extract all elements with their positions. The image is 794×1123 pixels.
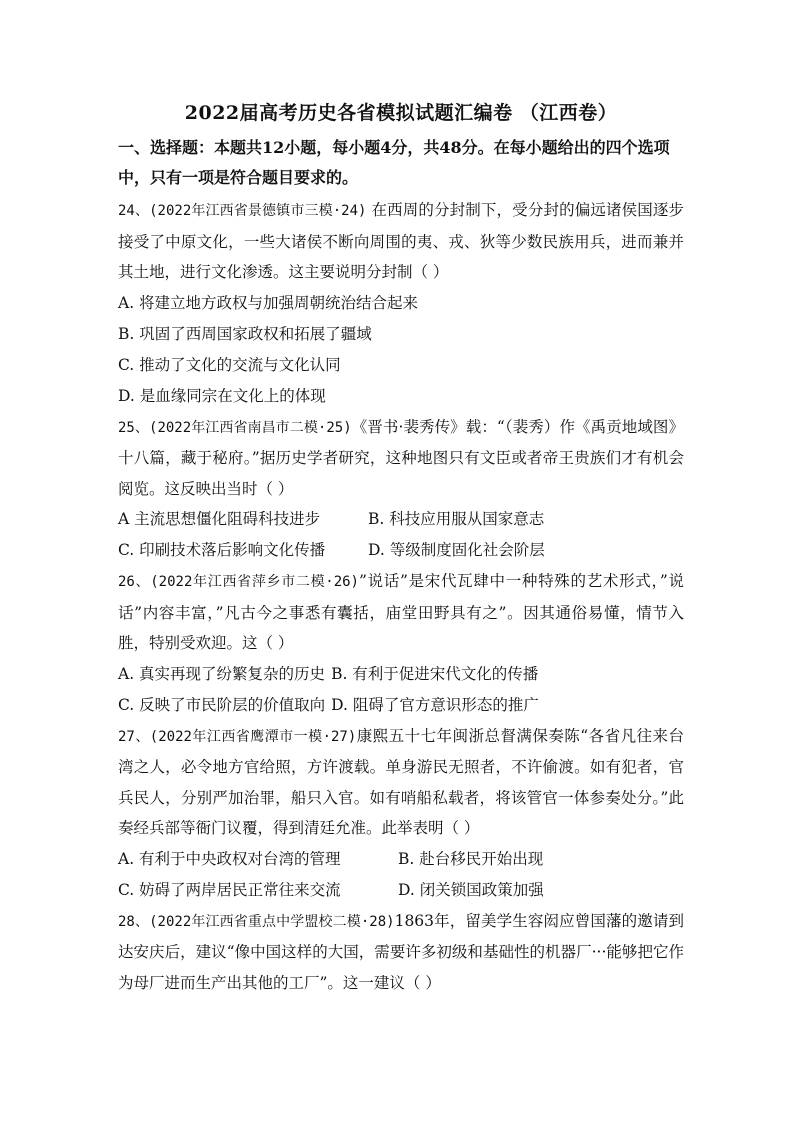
document-page: [118, 98, 684, 998]
question-26-option-b: B. 有利于促进宋代文化的传播: [331, 664, 539, 683]
question-25-option-d: D. 等级制度固化社会阶层: [368, 541, 545, 559]
question-27-option-b: B. 赴台移民开始出现: [398, 849, 544, 868]
question-25-options-row-1: [118, 504, 684, 535]
question-28-stem: 28、(2022年江西省重点中学盟校二模·28)1863年，留美学生容闳应曾国藩的邀请到达安庆后，建议“像中国这样的大国，需要许多初级和基础性的机器厂···能够把它作为母厂进而生产出其他的工厂”。这一建议（ ）: [118, 911, 685, 992]
question-27-option-c: C. 妨碍了两岸居民正常往来交流: [118, 880, 341, 899]
question-24-option-b: B. 巩固了西周国家政权和拓展了疆域: [118, 324, 372, 343]
question-24-option-c: C. 推动了文化的交流与文化认同: [118, 355, 341, 374]
question-25-stem: 25、(2022年江西省南昌市二模·25)《晋书·裴秀传》载：“（裴秀）作《禹贡地域图》十八篇，藏于秘府。”据历史学者研究，这种地图只有文臣或者帝王贵族们才有机会阅览。这反映出当时（ ）: [118, 417, 684, 498]
question-27-options-row-1: [118, 844, 684, 875]
question-source: 25、(2022年江西省南昌市二模·25): [118, 419, 352, 436]
question-25-option-b: B. 科技应用服从国家意志: [368, 510, 545, 528]
question-source: 26、(2022年江西省萍乡市二模·26): [118, 574, 359, 590]
question-source: 27、(2022年江西省鹰潭市一模·27): [118, 728, 357, 745]
question-24-stem: 24、(2022年江西省景德镇市三模·24) 在西周的分封制下，受分封的偏远诸侯国逐步接受了中原文化，一些大诸侯不断向周围的夷、戎、狄等少数民族用兵，进而兼并其土地，进行文化渗透。这主要说明分封制（ ）: [118, 201, 684, 281]
question-26-option-d: D. 阻碍了官方意识形态的推广: [331, 695, 539, 714]
question-25-options-row-2: [118, 535, 684, 566]
question-24-option-a: A. 将建立地方政权与加强周朝统治结合起来: [118, 293, 419, 312]
question-source: 28、(2022年江西省重点中学盟校二模·28): [118, 913, 395, 930]
question-27-option-a: A. 有利于中央政权对台湾的管理: [118, 849, 341, 868]
question-26-option-a: A. 真实再现了纷繁复杂的历史: [118, 664, 326, 683]
question-26-options-row-1: [118, 659, 684, 690]
question-27-option-d: D. 闭关锁国政策加强: [398, 880, 544, 899]
question-27-stem: 27、(2022年江西省鹰潭市一模·27)康熙五十七年闽浙总督满保奏陈“各省凡往来台湾之人，必令地方官给照，方许渡载。单身游民无照者，不许偷渡。如有犯者，官兵民人，分别严加治罪，船只入官。如有哨船私载者，将该管官一体参奏处分。”此奏经兵部等衙门议覆，得到清廷允准。此举表明（ ）: [118, 726, 684, 837]
question-26-stem: 26、(2022年江西省萍乡市二模·26)”说话”是宋代瓦肆中一种特殊的艺术形式，”说话”内容丰富，”凡古今之事悉有囊括，庙堂田野具有之”。因其通俗易懂，情节入胜，特别受欢迎。这（ ）: [118, 572, 685, 652]
question-source: 24、(2022年江西省景德镇市三模·24): [118, 203, 367, 219]
question-26-options-row-2: [118, 690, 684, 721]
question-26-option-c: C. 反映了市民阶层的价值取向: [118, 695, 326, 714]
question-25-option-a: A 主流思想僵化阻碍科技进步: [118, 510, 321, 528]
section-heading: 一、选择题：本题共12小题，每小题4分，共48分。在每小题给出的四个选项中，只有一项是符合题目要求的。: [118, 138, 670, 187]
question-24-option-d: D. 是血缘同宗在文化上的体现: [118, 386, 326, 405]
question-27-options-row-2: [118, 875, 684, 906]
question-25-option-c: C. 印刷技术落后影响文化传播: [118, 541, 326, 559]
document-title: 2022届高考历史各省模拟试题汇编卷 （江西卷）: [184, 102, 618, 124]
